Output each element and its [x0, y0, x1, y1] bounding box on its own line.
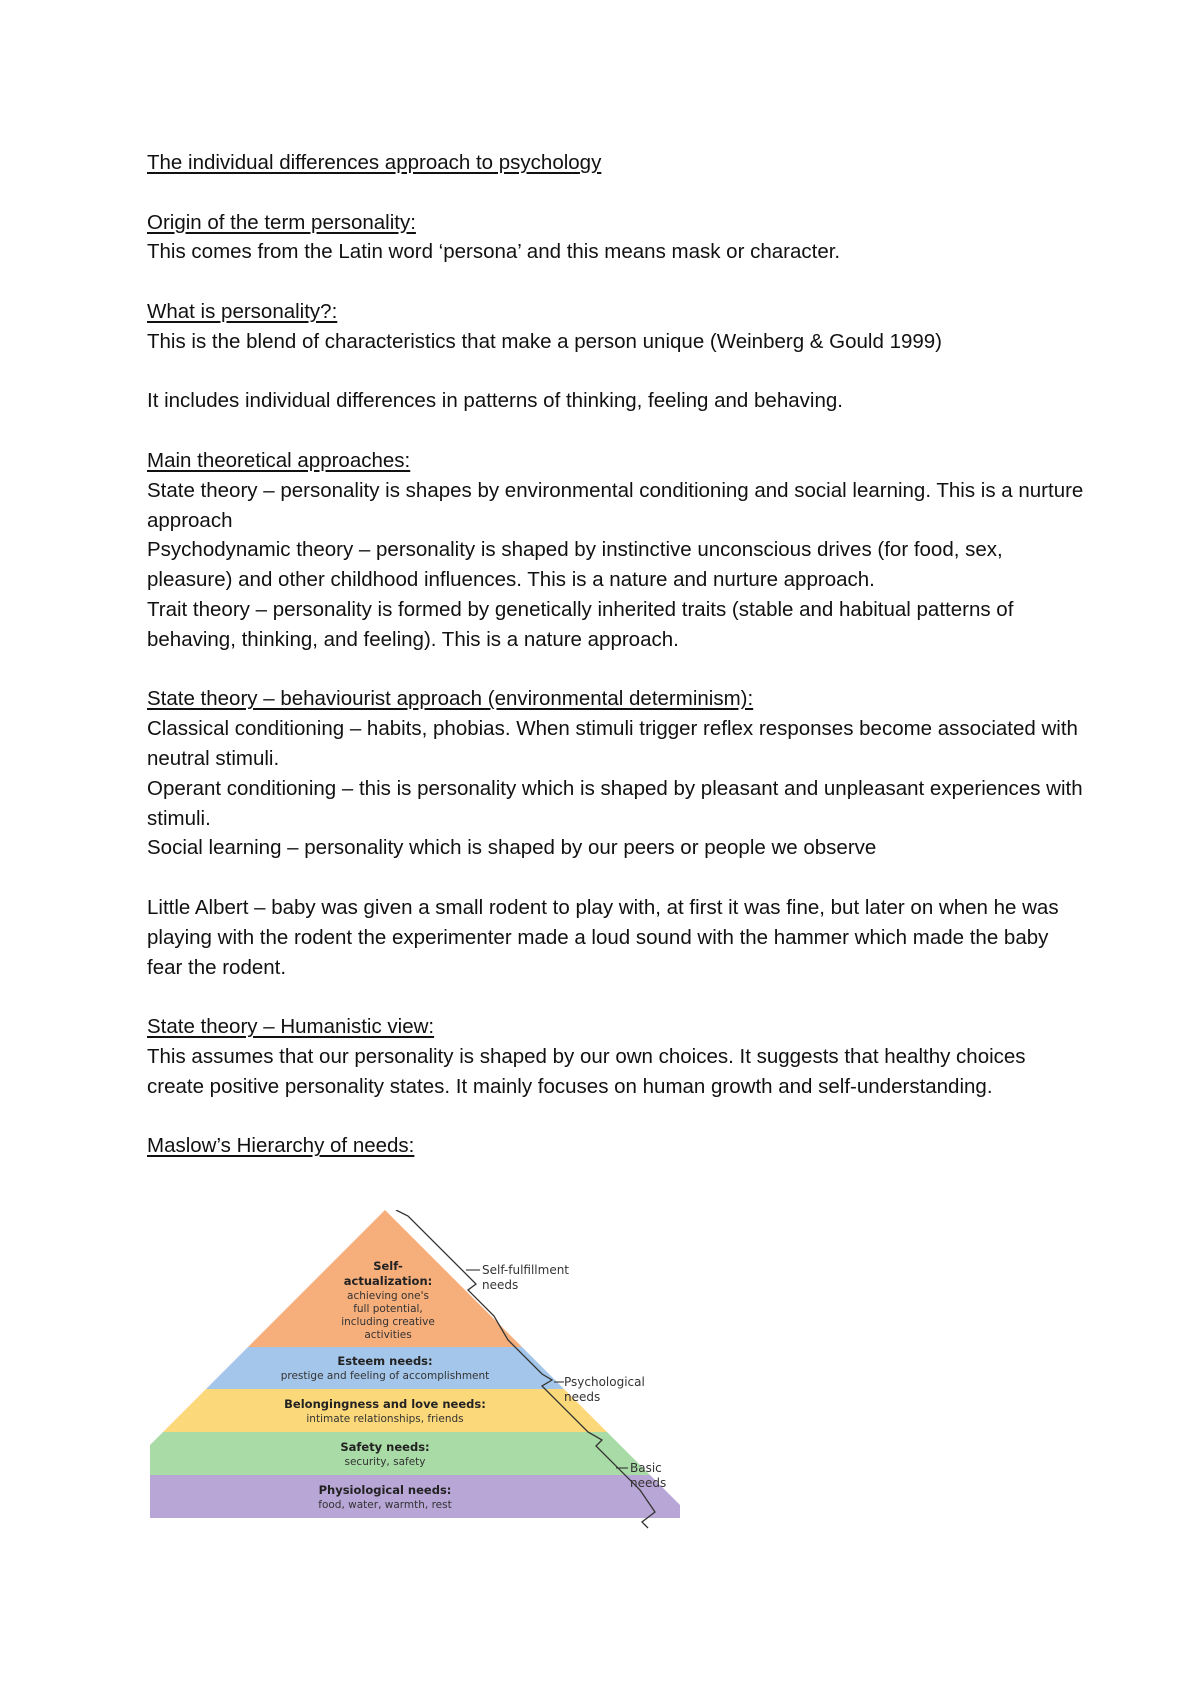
tier-safety-desc: security, safety	[344, 1456, 426, 1468]
behaviourist-heading: State theory – behaviourist approach (environmental determinism):	[147, 687, 754, 711]
bracket-self-fulfillment-line2: needs	[482, 1278, 519, 1292]
social-learning: Social learning – personality which is shaped by our peers or people we observe	[147, 836, 877, 860]
bracket-basic-line2: needs	[630, 1476, 667, 1490]
origin-heading: Origin of the term personality:	[147, 210, 416, 234]
maslow-pyramid-figure	[150, 1210, 680, 1550]
tier-self-actualization-desc-4: activities	[364, 1329, 412, 1341]
approach-state-theory: State theory – personality is shapes by environmental conditioning and social learning. This is a nurture approach	[147, 478, 1084, 532]
tier-self-actualization-desc-3: including creative	[341, 1316, 435, 1328]
tier-self-actualization-desc-1: achieving one's	[347, 1290, 429, 1302]
bracket-psychological-line1: Psychological	[564, 1375, 645, 1389]
approach-trait-theory: Trait theory – personality is formed by genetically inherited traits (stable and habitual patterns of behaving, thinking, and feeling). This is a nature approach.	[147, 597, 1014, 651]
maslow-heading: Maslow’s Hierarchy of needs:	[147, 1134, 415, 1158]
approach-psychodynamic-theory: Psychodynamic theory – personality is shaped by instinctive unconscious drives (for food, sex, pleasure) and other childhood influences. This is a nature and nurture approach.	[147, 538, 1003, 592]
tier-physiological-desc: food, water, warmth, rest	[318, 1499, 452, 1511]
origin-text: This comes from the Latin word ‘persona’ and this means mask or character.	[147, 240, 841, 264]
document-title: The individual differences approach to psychology	[147, 151, 602, 174]
document-body	[147, 148, 1087, 1161]
tier-self-actualization-title-1: Self-	[373, 1259, 403, 1273]
personality-includes: It includes individual differences in patterns of thinking, feeling and behaving.	[147, 389, 843, 413]
tier-belongingness-title: Belongingness and love needs:	[284, 1397, 486, 1411]
humanistic-text: This assumes that our personality is shaped by our own choices. It suggests that healthy choices create positive personality states. It mainly focuses on human growth and self-understanding.	[147, 1044, 1026, 1098]
bracket-basic-line1: Basic	[630, 1461, 662, 1475]
bracket-psychological-line2: needs	[564, 1390, 601, 1404]
classical-conditioning: Classical conditioning – habits, phobias. When stimuli trigger reflex responses become associated with neutral stimuli.	[147, 717, 1078, 770]
personality-definition: This is the blend of characteristics that make a person unique (Weinberg & Gould 1999)	[147, 329, 942, 353]
tier-esteem-desc: prestige and feeling of accomplishment	[280, 1370, 490, 1382]
humanistic-heading: State theory – Humanistic view:	[147, 1015, 435, 1039]
tier-self-actualization-title-2: actualization:	[343, 1274, 433, 1288]
tier-self-actualization-desc-2: full potential,	[353, 1303, 423, 1315]
tier-belongingness-desc: intimate relationships, friends	[306, 1413, 464, 1425]
approaches-heading: Main theoretical approaches:	[147, 448, 411, 472]
tier-esteem-title: Esteem needs:	[337, 1354, 433, 1368]
operant-conditioning: Operant conditioning – this is personality which is shaped by pleasant and unpleasant experiences with stimuli.	[147, 776, 1083, 830]
little-albert-example: Little Albert – baby was given a small rodent to play with, at first it was fine, but later on when he was playing with the rodent the experimenter made a loud sound with the hammer which made the baby fear the rodent.	[147, 895, 1059, 979]
what-is-heading: What is personality?:	[147, 299, 338, 323]
tier-safety-title: Safety needs:	[340, 1440, 430, 1454]
bracket-self-fulfillment-line1: Self-fulfillment	[482, 1263, 570, 1277]
maslow-pyramid-diagram	[150, 1210, 680, 1550]
tier-physiological-title: Physiological needs:	[318, 1483, 452, 1497]
